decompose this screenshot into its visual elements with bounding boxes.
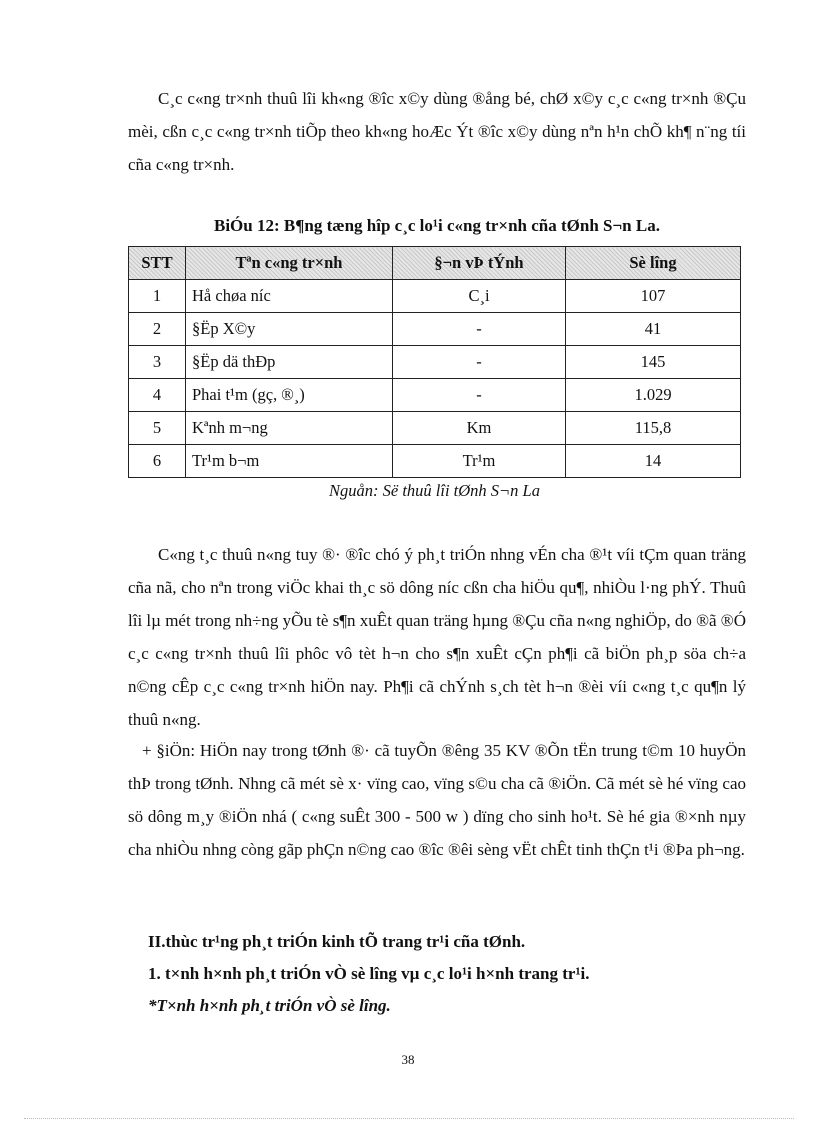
cell-unit: - [393,379,566,412]
cell-work-name: §Ëp dä thÐp [186,346,393,379]
cell-work-name: Tr¹m b¬m [186,445,393,478]
cell-work-name: Hå chøa níc [186,280,393,313]
subsection-heading: 1. t×nh h×nh ph¸t triÓn vÒ sè lîng vµ c¸c lo¹i h×nh trang tr¹i. [148,964,590,983]
cell-work-name: Phai t¹m (gç, ®¸) [186,379,393,412]
cell-stt: 5 [129,412,186,445]
cell-quantity: 145 [566,346,741,379]
paragraph-irrigation-management: C«ng t¸c thuû n«ng tuy ®· ®îc chó ý ph¸t triÓn nhng vÉn cha ®¹t víi tÇm quan träng cña nã, cho nªn trong viÖc khai th¸c sö dông níc cßn cha hiÖu qu¶, nhiÒu l·ng phÝ. Thuû lîi lµ mét trong nh÷ng yÕu tè s¶n xuÊt quan träng hµng ®Çu cña n«ng nghiÖp, do ®ã ®Ó c¸c c«ng tr×nh thuû lîi phôc vô tèt h¬n cho s¶n xuÊt cÇn ph¶i cã biÖn ph¸p söa ch÷a n©ng cÊp c¸c c«ng tr×nh hiÖn nay. Ph¶i cã chÝnh s¸ch tèt h¬n ®èi víi c«ng t¸c qu¶n lý thuû n«ng. [128,545,746,729]
table-caption: BiÓu 12: B¶ng tæng hîp c¸c lo¹i c«ng tr×nh cña tØnh S¬n La. [214,216,660,235]
section-heading: II.thùc tr¹ng ph¸t triÓn kinh tÕ trang tr¹i cña tØnh. [148,932,526,951]
table-row [129,445,741,478]
cell-stt: 6 [129,445,186,478]
table-header-row [129,247,741,280]
table-row [129,313,741,346]
subsubsection-heading: *T×nh h×nh ph¸t triÓn vÒ sè lîng. [148,996,391,1015]
cell-quantity: 115,8 [566,412,741,445]
cell-quantity: 14 [566,445,741,478]
header-stt: STT [129,247,186,280]
cell-work-name: §Ëp X©y [186,313,393,346]
paragraph-irrigation-works: C¸c c«ng tr×nh thuû lîi kh«ng ®îc x©y dùng ®ång bé, chØ x©y c¸c c«ng tr×nh ®Çu mèi, cßn c¸c c«ng tr×nh tiÕp theo kh«ng hoÆc Ýt ®îc x©y dùng nªn h¹n chÕ kh¶ n¨ng tíi cña c«ng tr×nh. [128,89,746,174]
page-bottom-divider [24,1118,794,1119]
cell-unit: C¸i [393,280,566,313]
table-source-note: Nguån: Së thuû lîi tØnh S¬n La [329,481,540,500]
page-number: 38 [401,1052,415,1067]
cell-stt: 4 [129,379,186,412]
cell-stt: 3 [129,346,186,379]
cell-quantity: 1.029 [566,379,741,412]
cell-quantity: 41 [566,313,741,346]
table-row [129,346,741,379]
table-row [129,412,741,445]
paragraph-electricity: + §iÖn: HiÖn nay trong tØnh ®· cã tuyÕn ®êng 35 KV ®Õn tËn trung t©m 10 huyÖn thÞ trong tØnh. Nhng cã mét sè x· vïng cao, vïng s©u cha cã ®iÖn. Cã mét sè hé vïng cao sö dông m¸y ®iÖn nhá ( c«ng suÊt 300 - 500 w ) dïng cho sinh ho¹t. Sè hé gia ®×nh nµy cha nhiÒu nhng còng gãp phÇn n©ng cao ®îc ®êi sèng vËt chÊt tinh thÇn t¹i ®Þa ph¬ng. [128,741,746,859]
irrigation-works-table [128,246,741,478]
header-work-name: Tªn c«ng tr×nh [186,247,393,280]
cell-unit: - [393,346,566,379]
cell-work-name: Kªnh m¬ng [186,412,393,445]
table-row [129,280,741,313]
header-unit: §¬n vÞ tÝnh [393,247,566,280]
cell-unit: Km [393,412,566,445]
cell-stt: 2 [129,313,186,346]
cell-stt: 1 [129,280,186,313]
header-quantity: Sè lîng [566,247,741,280]
table-row [129,379,741,412]
cell-unit: Tr¹m [393,445,566,478]
cell-unit: - [393,313,566,346]
cell-quantity: 107 [566,280,741,313]
